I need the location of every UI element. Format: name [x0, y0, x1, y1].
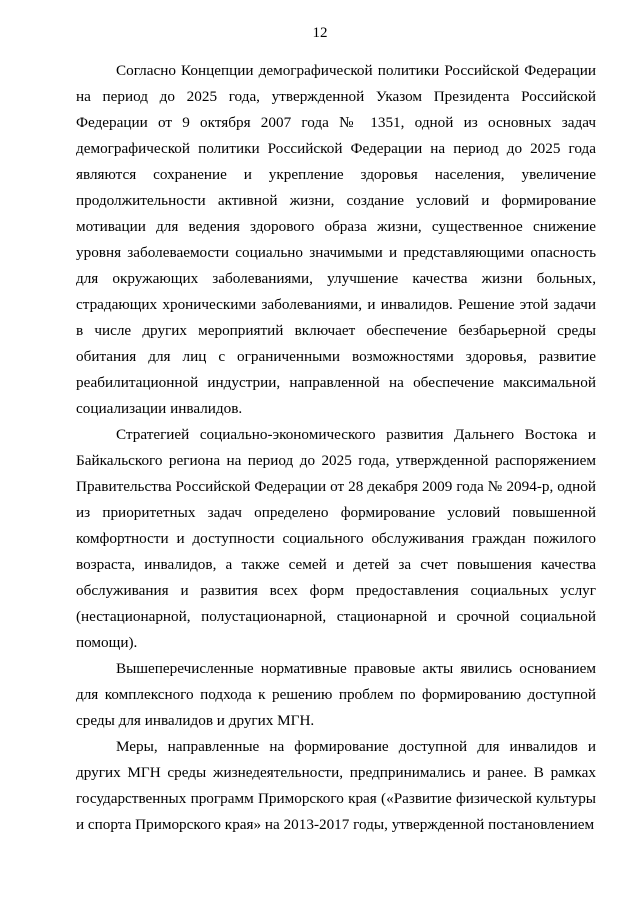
page-number: 12 — [312, 25, 328, 41]
paragraph-far-east-strategy: Стратегией социально-экономического развития Дальнего Востока и Байкальского региона на период до 2025 года, утвержденной распоряжением Правительства Российской Федерации от 28 декабря 2009 года № 2094-р, одной из приоритетных задач определено формирование условий повышенной комфортности и доступности социального обслуживания граждан пожилого возраста, инвалидов, а также семей и детей за счет повышения качества обслуживания и развития всех форм предоставления социальных услуг (нестационарной, полустационарной, стационарной и срочной социальной помощи). — [76, 426, 596, 651]
paragraph-demographic-policy: Согласно Концепции демографической политики Российской Федерации на период до 2025 года, утвержденной Указом Президента Российской Федерации от 9 октября 2007 года № 1351, одной из основных задач демографической политики Российской Федерации на период до 2025 года являются сохранение и укрепление здоровья населения, увеличение продолжительности активной жизни, создание условий и формирование мотивации для ведения здорового образа жизни, существенное снижение уровня заболеваемости социально значимыми и представляющими опасность для окружающих заболеваниями, улучшение качества жизни больных, страдающих хроническими заболеваниями, и инвалидов. Решение этой задачи в числе других мероприятий включает обеспечение безбарьерной среды обитания для лиц с ограниченными возможностями здоровья, развитие реабилитационной индустрии, направленной на обеспечение максимальной социализации инвалидов. — [76, 62, 596, 417]
document-body — [76, 58, 596, 838]
paragraph-measures: Меры, направленные на формирование доступной для инвалидов и других МГН среды жизнедеятельности, предпринимались и ранее. В рамках государственных программ Приморского края («Развитие физической культуры и спорта Приморского края» на 2013-2017 годы, утвержденной постановлением — [76, 738, 596, 833]
paragraph-legal-acts: Вышеперечисленные нормативные правовые акты явились основанием для комплексного подхода к решению проблем по формированию доступной среды для инвалидов и других МГН. — [76, 660, 596, 729]
